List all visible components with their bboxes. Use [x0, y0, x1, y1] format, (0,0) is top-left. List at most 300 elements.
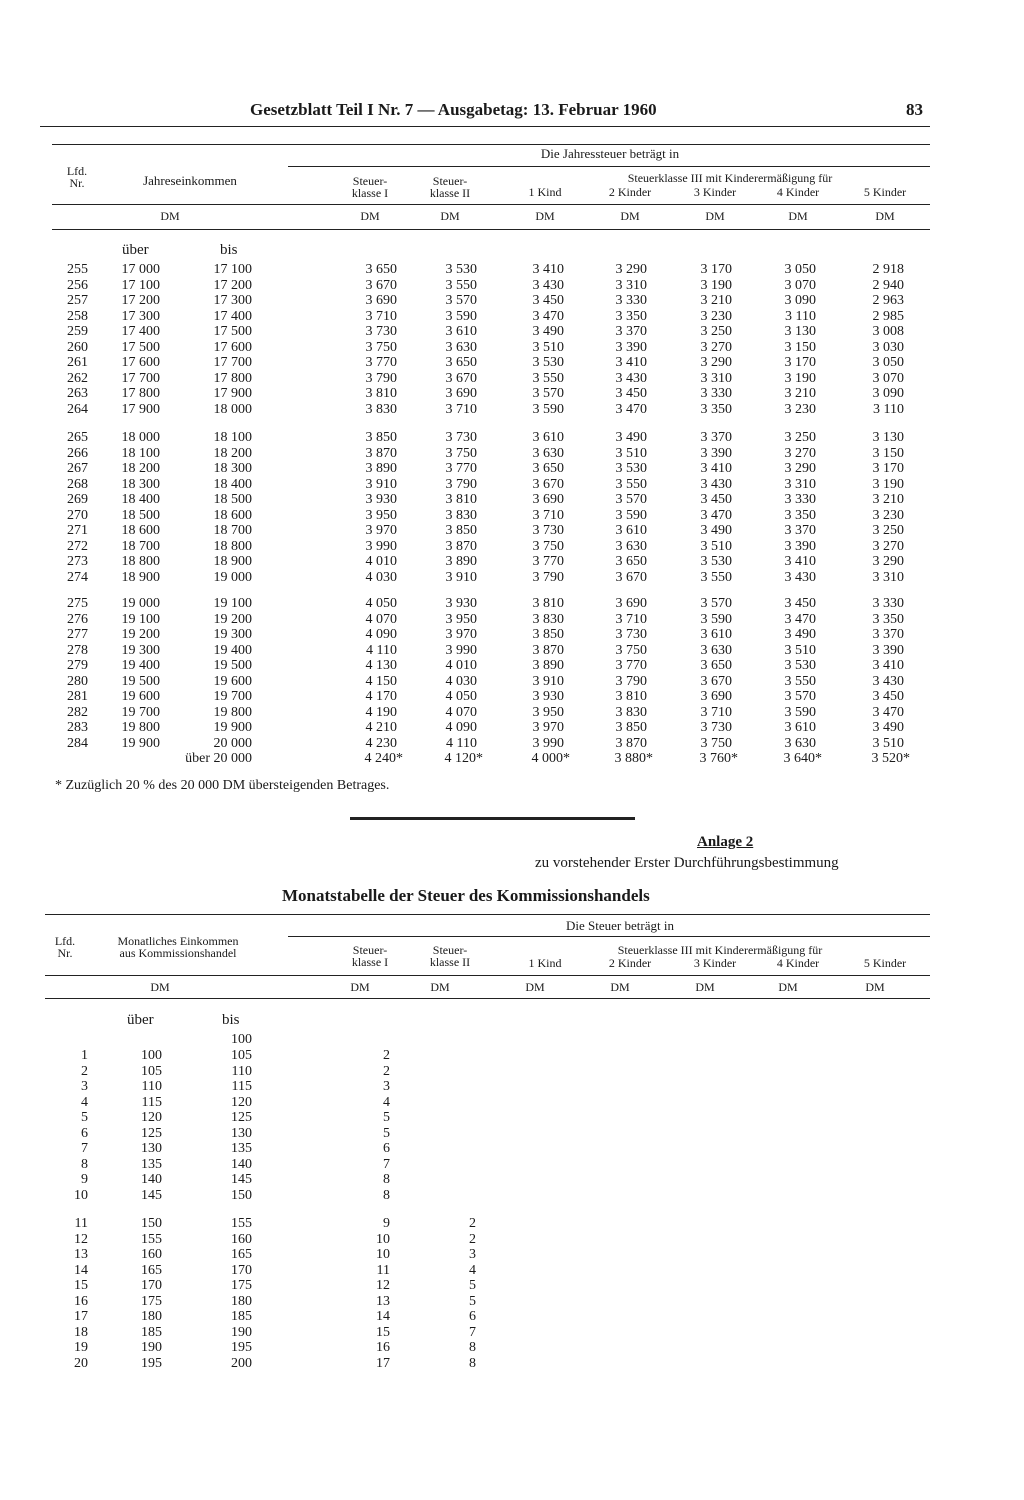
t1-col-k4: 4 Kinder	[776, 185, 820, 199]
t1-cell: 3 690	[365, 293, 397, 308]
t1-cell: 275	[67, 596, 88, 611]
t1-cell: 3 790	[615, 673, 647, 689]
t1-cell: 19 000	[213, 569, 252, 585]
t2-cell: 16	[376, 1340, 390, 1355]
t1-final-cell: 4 120*	[444, 751, 483, 766]
t2-cell: 8	[81, 1156, 88, 1172]
t2-cell: 190	[141, 1340, 162, 1355]
t1-cell: 3 710	[700, 704, 732, 720]
t1-cell: 19 600	[121, 689, 160, 704]
t1-cell: 3 870	[445, 538, 477, 554]
t2-cell: 110	[231, 1063, 252, 1079]
t2-cell: 8	[383, 1187, 390, 1203]
t1-cell: 18 000	[121, 430, 160, 445]
t1-cell: 19 200	[213, 611, 252, 627]
t1-cell: 3 630	[700, 642, 732, 658]
t1-final-cell: 3 760*	[699, 751, 738, 766]
t1-cell: 17 700	[213, 355, 252, 370]
t1-cell: 3 450	[532, 293, 564, 308]
t1-cell: 3 750	[365, 339, 397, 355]
t1-cell: 3 810	[615, 689, 647, 704]
t1-cell: 3 810	[445, 492, 477, 507]
t1-cell: 3 030	[872, 339, 904, 355]
t2-cell: 170	[231, 1262, 252, 1278]
t2-cell: 15	[376, 1324, 390, 1340]
t1-cell: 17 600	[121, 355, 160, 370]
t1-cell: 19 500	[213, 658, 252, 673]
t2-ueber-label: über	[127, 1012, 154, 1028]
t1-cell: 17 400	[213, 308, 252, 324]
t1-cell: 3 890	[532, 658, 564, 673]
t2-cell: 17	[74, 1309, 88, 1324]
t1-cell: 2 963	[872, 293, 904, 308]
t1-cell: 3 690	[445, 386, 477, 401]
t1-cell: 267	[67, 461, 88, 476]
t2-col-k1: 1 Kind	[528, 956, 562, 970]
t2-cell: 125	[231, 1110, 252, 1125]
t1-cell: 18 200	[213, 445, 252, 461]
t2-unit-label: DM	[150, 980, 170, 994]
t1-cell: 18 700	[121, 538, 160, 554]
t1-cell: 18 800	[121, 554, 160, 569]
t1-cell: 3 430	[532, 277, 564, 293]
t1-cell: 279	[67, 658, 88, 673]
t1-cell: 272	[67, 538, 88, 554]
t1-unit-label: DM	[360, 209, 380, 223]
t1-cell: 274	[67, 569, 88, 585]
t1-cell: 3 970	[532, 720, 564, 735]
t2-cell: 2	[383, 1048, 390, 1063]
t1-cell: 3 050	[872, 355, 904, 370]
t1-cell: 282	[67, 704, 88, 720]
t1-cell: 3 070	[784, 277, 816, 293]
t1-cell: 3 610	[784, 720, 816, 735]
t2-cell: 180	[231, 1293, 252, 1309]
t1-cell: 18 600	[213, 507, 252, 523]
t1-col-k1: 1 Kind	[528, 185, 562, 199]
t1-cell: 19 000	[121, 596, 160, 611]
t2-cell: 1	[81, 1048, 88, 1063]
t1-cell: 4 050	[445, 689, 477, 704]
t2-cell: 140	[141, 1172, 162, 1187]
t1-cell: 18 800	[213, 538, 252, 554]
t1-cell: 3 790	[532, 569, 564, 585]
t1-cell: 271	[67, 523, 88, 538]
t1-cell: 3 350	[872, 611, 904, 627]
t1-cell: 3 630	[445, 339, 477, 355]
t1-cell: 18 900	[213, 554, 252, 569]
t2-cell: 155	[141, 1231, 162, 1247]
t1-cell: 3 590	[445, 308, 477, 324]
t1-cell: 3 450	[784, 596, 816, 611]
t1-cell: 3 650	[365, 262, 397, 277]
t1-cell: 3 510	[700, 538, 732, 554]
head-rule	[40, 126, 930, 127]
t1-cell: 3 470	[532, 308, 564, 324]
t1-cell: 3 210	[784, 386, 816, 401]
t1-cell: 4 190	[365, 704, 397, 720]
t2-cell: 20	[74, 1355, 88, 1371]
t1-cell: 17 100	[121, 277, 160, 293]
t2-cell: 11	[376, 1262, 390, 1278]
t1-cell: 3 290	[700, 355, 732, 370]
t1-cell: 18 500	[121, 507, 160, 523]
t1-cell: 4 070	[445, 704, 477, 720]
t1-final-label: über 20 000	[185, 751, 252, 766]
t1-cell: 3 570	[445, 293, 477, 308]
t1-cell: 3 590	[615, 507, 647, 523]
t2-cell: 150	[141, 1216, 162, 1231]
t1-cell: 3 530	[700, 554, 732, 569]
t1-cell: 3 630	[532, 445, 564, 461]
t1-cell: 19 700	[121, 704, 160, 720]
t1-cell: 3 870	[532, 642, 564, 658]
t1-cell: 263	[67, 386, 88, 401]
t1-cell: 4 110	[366, 642, 397, 658]
t1-cell: 3 490	[532, 324, 564, 339]
t2-cell: 12	[74, 1231, 88, 1247]
t2-cell: 135	[231, 1141, 252, 1156]
t2-cell: 8	[469, 1355, 476, 1371]
t1-cell: 3 850	[532, 627, 564, 642]
t1-cell: 3 670	[700, 673, 732, 689]
t1-cell: 3 410	[872, 658, 904, 673]
t2-cell: 5	[383, 1110, 390, 1125]
t2-cell: 6	[469, 1309, 476, 1324]
section-divider	[350, 817, 635, 820]
t2-cell: 4	[383, 1094, 390, 1110]
t2-cell: 105	[231, 1048, 252, 1063]
t1-cell: 3 250	[784, 430, 816, 445]
t1-unit-label: DM	[875, 209, 895, 223]
t1-cell: 3 410	[532, 262, 564, 277]
t2-unit-label: DM	[350, 980, 370, 994]
t1-cell: 18 100	[121, 445, 160, 461]
t2-cell: 5	[81, 1110, 88, 1125]
t1-bis-label: bis	[220, 242, 238, 258]
t2-cell: 5	[383, 1125, 390, 1141]
t2-cell: 170	[141, 1278, 162, 1293]
t2-cell: 2	[81, 1063, 88, 1079]
t1-final-cell: 4 240*	[364, 751, 403, 766]
t1-cell: 3 790	[445, 476, 477, 492]
t2-cell: 195	[141, 1355, 162, 1371]
t2-cell: 13	[376, 1293, 390, 1309]
t1-cell: 281	[67, 689, 88, 704]
t2-col-k5: 5 Kinder	[863, 956, 907, 970]
t1-cell: 3 250	[872, 523, 904, 538]
t2-cell: 110	[141, 1079, 162, 1094]
t1-cell: 19 100	[121, 611, 160, 627]
t1-cell: 17 300	[121, 308, 160, 324]
t1-cell: 3 750	[532, 538, 564, 554]
t2-cell: 14	[74, 1262, 88, 1278]
t1-cell: 3 690	[532, 492, 564, 507]
t1-cell: 3 510	[532, 339, 564, 355]
t1-cell: 18 700	[213, 523, 252, 538]
t1-cell: 3 630	[615, 538, 647, 554]
running-head: Gesetzblatt Teil I Nr. 7 — Ausgabetag: 13. Februar 1960	[250, 100, 657, 119]
t1-unit-label: DM	[620, 209, 640, 223]
t1-cell: 3 350	[700, 401, 732, 417]
t2-first-bis: 100	[231, 1032, 252, 1047]
t1-cell: 3 610	[615, 523, 647, 538]
t1-cell: 4 070	[365, 611, 397, 627]
t1-cell: 3 290	[615, 262, 647, 277]
t2-subgroup-header: Steuerklasse III mit Kinderermäßigung für	[617, 943, 823, 957]
t1-cell: 2 985	[872, 308, 904, 324]
t1-cell: 3 450	[615, 386, 647, 401]
t2-cell: 3	[383, 1079, 390, 1094]
t1-cell: 3 550	[445, 277, 477, 293]
t1-cell: 18 400	[213, 476, 252, 492]
t2-unit-label: DM	[525, 980, 545, 994]
t2-cell: 9	[81, 1172, 88, 1187]
t2-unit-label: DM	[865, 980, 885, 994]
t1-unit-label: DM	[160, 209, 180, 223]
t1-cell: 3 330	[615, 293, 647, 308]
t1-cell: 3 070	[872, 370, 904, 386]
t1-cell: 3 490	[700, 523, 732, 538]
t2-cell: 145	[231, 1172, 252, 1187]
t1-cell: 4 210	[365, 720, 397, 735]
t2-cell: 13	[74, 1247, 88, 1262]
t1-cell: 3 470	[700, 507, 732, 523]
t1-cell: 3 530	[532, 355, 564, 370]
t1-cell: 268	[67, 476, 88, 492]
t2-col-sk1: Steuer- klasse I	[351, 943, 389, 969]
annex-title: Monatstabelle der Steuer des Kommissionshandels	[282, 886, 650, 905]
t1-cell: 3 970	[365, 523, 397, 538]
t1-final-cell: 3 520*	[871, 751, 910, 766]
t1-cell: 3 510	[615, 445, 647, 461]
t2-cell: 185	[231, 1309, 252, 1324]
t2-cell: 145	[141, 1187, 162, 1203]
t1-cell: 3 008	[872, 324, 904, 339]
t1-cell: 17 200	[121, 293, 160, 308]
t1-cell: 3 490	[872, 720, 904, 735]
t1-cell: 3 970	[445, 627, 477, 642]
t1-cell: 256	[67, 277, 88, 293]
t1-cell: 3 170	[872, 461, 904, 476]
t1-cell: 3 310	[872, 569, 904, 585]
t1-cell: 3 350	[784, 507, 816, 523]
t2-cell: 6	[383, 1141, 390, 1156]
t1-cell: 19 600	[213, 673, 252, 689]
t1-cell: 3 870	[615, 735, 647, 751]
t1-cell: 3 510	[872, 735, 904, 751]
t1-cell: 3 990	[532, 735, 564, 751]
t1-cell: 3 190	[784, 370, 816, 386]
t1-cell: 3 310	[784, 476, 816, 492]
t2-cell: 2	[469, 1231, 476, 1247]
t1-unit-label: DM	[705, 209, 725, 223]
t2-cell: 18	[74, 1324, 88, 1340]
t1-cell: 3 490	[784, 627, 816, 642]
t1-cell: 3 650	[532, 461, 564, 476]
t1-cell: 3 770	[365, 355, 397, 370]
t1-cell: 3 650	[445, 355, 477, 370]
t1-cell: 3 730	[615, 627, 647, 642]
t1-cell: 3 610	[700, 627, 732, 642]
t1-cell: 266	[67, 445, 88, 461]
t1-unit-label: DM	[535, 209, 555, 223]
t1-cell: 17 300	[213, 293, 252, 308]
t2-unit-label: DM	[430, 980, 450, 994]
t1-cell: 3 610	[532, 430, 564, 445]
t1-cell: 3 330	[872, 596, 904, 611]
t1-cell: 3 990	[445, 642, 477, 658]
t1-cell: 262	[67, 370, 88, 386]
t1-cell: 261	[67, 355, 88, 370]
t2-col-sk2: Steuer- klasse II	[429, 943, 471, 969]
t1-cell: 3 550	[532, 370, 564, 386]
t1-cell: 3 850	[445, 523, 477, 538]
t1-cell: 19 300	[213, 627, 252, 642]
t1-cell: 18 300	[213, 461, 252, 476]
t1-col-sk2: Steuer- klasse II	[429, 174, 471, 200]
t1-col-lfd: Lfd. Nr.	[66, 164, 88, 190]
t2-cell: 5	[469, 1293, 476, 1309]
t1-cell: 3 850	[365, 430, 397, 445]
t1-cell: 269	[67, 492, 88, 507]
t1-cell: 265	[67, 430, 88, 445]
t2-cell: 120	[231, 1094, 252, 1110]
t1-cell: 3 470	[784, 611, 816, 627]
t1-cell: 3 130	[784, 324, 816, 339]
t1-cell: 283	[67, 720, 88, 735]
t1-cell: 19 800	[213, 704, 252, 720]
t1-cell: 4 030	[365, 569, 397, 585]
t2-cell: 5	[469, 1278, 476, 1293]
t1-cell: 3 670	[365, 277, 397, 293]
t1-cell: 3 930	[532, 689, 564, 704]
t1-cell: 3 410	[784, 554, 816, 569]
t1-col-k2: 2 Kinder	[608, 185, 652, 199]
t2-cell: 16	[74, 1293, 88, 1309]
t1-cell: 3 690	[615, 596, 647, 611]
t1-cell: 19 900	[121, 735, 160, 751]
t1-cell: 3 990	[365, 538, 397, 554]
t1-cell: 264	[67, 401, 88, 417]
t1-cell: 278	[67, 642, 88, 658]
t2-cell: 130	[141, 1141, 162, 1156]
t2-col-k3: 3 Kinder	[693, 956, 737, 970]
t1-cell: 17 900	[121, 401, 160, 417]
t1-cell: 17 100	[213, 262, 252, 277]
t1-cell: 3 210	[700, 293, 732, 308]
t1-cell: 3 370	[872, 627, 904, 642]
t1-cell: 255	[67, 262, 88, 277]
t1-cell: 19 800	[121, 720, 160, 735]
t1-cell: 3 910	[532, 673, 564, 689]
t2-cell: 17	[376, 1355, 390, 1371]
t2-cell: 200	[231, 1355, 252, 1371]
t1-cell: 3 230	[700, 308, 732, 324]
t2-group-header: Die Steuer beträgt in	[566, 918, 674, 933]
t1-cell: 3 750	[615, 642, 647, 658]
t1-cell: 4 090	[445, 720, 477, 735]
t2-cell: 6	[81, 1125, 88, 1141]
t1-cell: 3 370	[784, 523, 816, 538]
t1-final-cell: 3 640*	[783, 751, 822, 766]
t1-cell: 3 890	[365, 461, 397, 476]
page-number: 83	[906, 100, 923, 119]
t2-cell: 150	[231, 1187, 252, 1203]
t1-cell: 3 290	[784, 461, 816, 476]
t1-cell: 258	[67, 308, 88, 324]
t1-cell: 3 510	[784, 642, 816, 658]
t2-cell: 105	[141, 1063, 162, 1079]
t1-cell: 270	[67, 507, 88, 523]
t1-cell: 3 710	[532, 507, 564, 523]
t1-cell: 3 830	[532, 611, 564, 627]
t1-cell: 3 390	[700, 445, 732, 461]
t1-cell: 17 000	[121, 262, 160, 277]
t2-cell: 165	[231, 1247, 252, 1262]
t1-cell: 3 670	[532, 476, 564, 492]
t2-bis-label: bis	[222, 1012, 240, 1028]
t1-cell: 19 700	[213, 689, 252, 704]
t2-cell: 11	[74, 1216, 88, 1231]
t1-cell: 3 570	[700, 596, 732, 611]
t1-cell: 4 050	[365, 596, 397, 611]
t1-col-income: Jahreseinkommen	[143, 173, 237, 188]
t1-cell: 3 910	[365, 476, 397, 492]
t1-group-header: Die Jahressteuer beträgt in	[540, 146, 680, 161]
t2-cell: 3	[81, 1079, 88, 1094]
t1-cell: 3 770	[615, 658, 647, 673]
t1-cell: 3 230	[784, 401, 816, 417]
t1-cell: 3 110	[873, 401, 904, 417]
t1-cell: 3 390	[872, 642, 904, 658]
t1-cell: 3 550	[784, 673, 816, 689]
t2-cell: 10	[74, 1187, 88, 1203]
t2-cell: 10	[376, 1231, 390, 1247]
t1-final-cell: 4 000*	[531, 751, 570, 766]
t1-cell: 18 500	[213, 492, 252, 507]
t1-cell: 3 870	[365, 445, 397, 461]
t1-cell: 18 300	[121, 476, 160, 492]
t1-cell: 3 570	[532, 386, 564, 401]
t2-cell: 135	[141, 1156, 162, 1172]
t1-cell: 3 570	[784, 689, 816, 704]
t1-cell: 3 370	[700, 430, 732, 445]
t2-unit-label: DM	[778, 980, 798, 994]
t1-cell: 3 770	[445, 461, 477, 476]
t1-cell: 19 100	[213, 596, 252, 611]
t1-cell: 4 150	[365, 673, 397, 689]
t2-col-lfd: Lfd. Nr.	[54, 934, 76, 960]
t1-cell: 3 530	[784, 658, 816, 673]
t1-final-cell: 3 880*	[614, 751, 653, 766]
t2-cell: 195	[231, 1340, 252, 1355]
t1-cell: 3 670	[445, 370, 477, 386]
t1-cell: 17 900	[213, 386, 252, 401]
t1-cell: 3 250	[700, 324, 732, 339]
t1-cell: 17 600	[213, 339, 252, 355]
t2-cell: 155	[231, 1216, 252, 1231]
t1-cell: 4 090	[365, 627, 397, 642]
t1-cell: 3 910	[445, 569, 477, 585]
t1-cell: 3 450	[872, 689, 904, 704]
t1-cell: 3 230	[872, 507, 904, 523]
t1-cell: 3 330	[700, 386, 732, 401]
t1-cell: 19 200	[121, 627, 160, 642]
t2-cell: 165	[141, 1262, 162, 1278]
t2-cell: 125	[141, 1125, 162, 1141]
t2-cell: 2	[383, 1063, 390, 1079]
